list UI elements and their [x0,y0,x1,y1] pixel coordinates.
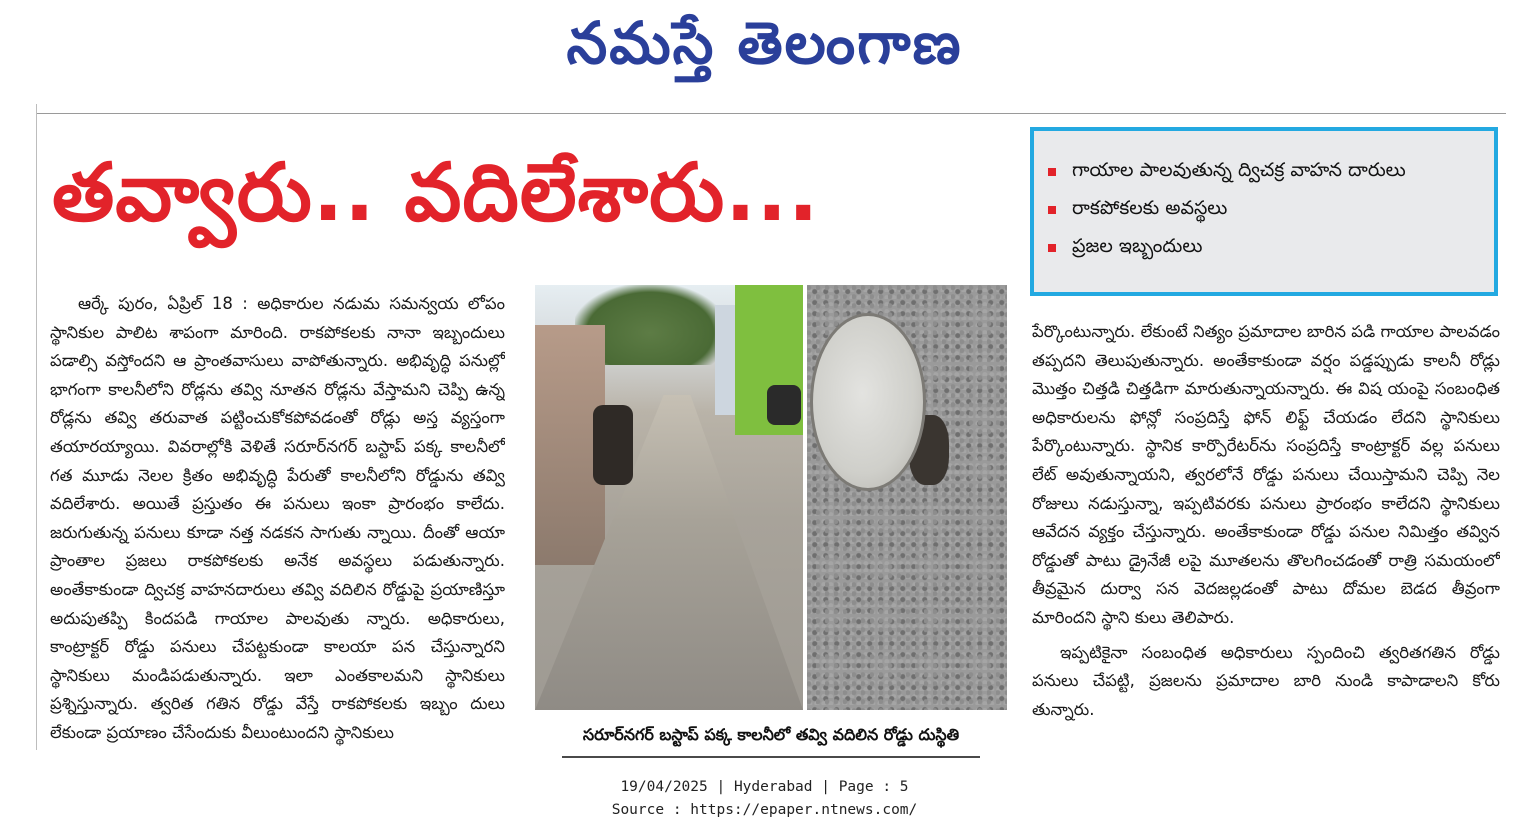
article-paragraph: పేర్కొంటున్నారు. లేకుంటే నిత్యం ప్రమాదాల బారిన పడి గాయాల పాలవడం తప్పదని తెలుపుతున్నారు. అంతేకాకుండా వర్షం పడ్డప్పుడు కాలనీ రోడ్లు మొత్తం చిత్తడి చిత్తడిగా మారుతున్నాయన్నారు. ఈ విష యంపై సంబంధిత అధికారులను ఫోన్లో సంప్రదిస్తే ఫోన్ లిఫ్ట్ చేయడం లేదని స్థానికులు పేర్కొంటున్నారు. స్థానిక కార్పొరేటర్‌ను సంప్రదిస్తే కాంట్రాక్టర్ వల్ల పనులు లేట్ అవుతున్నాయని, త్వరలోనే రోడ్డు పనులు చేయిస్తామని చెప్పి నెల రోజులు నడుస్తున్నా, ఇప్పటివరకు పనులు ప్రారంభం కాలేదని స్థానికులు ఆవేదన వ్యక్తం చేస్తున్నారు. అంతేకాకుండా రోడ్డు పనుల నిమిత్తం తవ్విన రోడ్డుతో పాటు డ్రైనేజీ లపై మూతలను తొలగించడంతో రాత్రి సమయంలో తీవ్రమైన దుర్వా సన వెదజల్లడంతో పాటు దోమల బెడద తీవ్రంగా మారిందని స్థాని కులు తెలిపారు. [1032,322,1500,627]
manhole-cover-icon [810,313,926,491]
article-paragraph: ఇప్పటికైనా సంబంధిత అధికారులు స్పందించి త్వరితగతిన రోడ్డు పనులు చేపట్టి, ప్రజలను ప్రమాదాల బారి నుండి కాపాడాలని కోరు తున్నారు. [1032,642,1500,719]
highlight-text: రాకపోకలకు అవస్థలు [1072,196,1228,219]
caption-underline [562,756,980,758]
manhole-photo [807,285,1007,710]
article-column-left [50,290,505,750]
road-photo [535,285,803,710]
photo-caption: సరూర్‌నగర్ బస్టాప్ పక్క కాలనీలో తవ్వి వదిలిన రోడ్డు దుస్థితి [582,725,960,744]
highlight-text: ప్రజల ఇబ్బందులు [1072,234,1203,257]
footer-source[interactable]: Source : https://epaper.ntnews.com/ [611,802,918,818]
bullet-icon [1048,206,1056,214]
highlight-item [1048,191,1482,229]
motorcycle-icon [767,385,801,425]
article-headline: తవ్వారు.. వదిలేశారు... [52,146,820,239]
top-divider [36,113,1506,114]
highlight-item [1048,229,1482,267]
bullet-icon [1048,244,1056,252]
article-column-right [1032,318,1500,738]
left-divider [36,104,37,750]
article-photo [535,285,1007,710]
highlights-box [1030,127,1498,296]
newspaper-masthead: నమస్తే తెలంగాణ [566,9,963,77]
footer-date-edition: 19/04/2025 | Hyderabad | Page : 5 [620,779,909,795]
article-paragraph: ఆర్కే పురం, ఏప్రిల్ 18 : అధికారుల నడుమ సమన్వయ లోపం స్థానికుల పాలిట శాపంగా మారింది. రాకపోకలకు నానా ఇబ్బందులు పడాల్సి వస్తోందని ఆ ప్రాంతవాసులు వాపోతున్నారు. అభివృద్ధి పనుల్లో భాగంగా కాలనీలోని రోడ్లను తవ్వి నూతన రోడ్లను వేస్తామని చెప్పి ఉన్న రోడ్లను తవ్వి తరువాత పట్టించుకోకపోవడంతో రోడ్లు అస్త వ్యస్తంగా తయారయ్యాయి. వివరాల్లోకి వెళితే సరూర్‌నగర్ బస్టాప్ పక్క కాలనీలో గత మూడు నెలల క్రితం అభివృద్ధి పేరుతో కాలనీలోని రోడ్డును తవ్వి వదిలేశారు. అయితే ప్రస్తుతం ఈ పనులు ఇంకా ప్రారంభం కాలేదు. జరుగుతున్న పనులు కూడా నత్త నడకన సాగుతు న్నాయి. దీంతో ఆయా ప్రాంతాల ప్రజలు రాకపోకలకు అనేక అవస్థలు పడుతున్నారు. అంతేకాకుండా ద్విచక్ర వాహనదారులు తవ్వి వదిలిన రోడ్డుపై ప్రయాణిస్తూ అదుపుతప్పి కిందపడి గాయాల పాలవుతు న్నారు. అధికారులు, కాంట్రాక్టర్ రోడ్డు పనులు చేపట్టకుండా కాలయా పన చేస్తున్నారని స్థానికులు మండిపడుతున్నారు. ఇలా ఎంతకాలమని స్థానికులు ప్రశ్నిస్తున్నారు. త్వరిత గతిన రోడ్డు వేస్తే రాకపోకలకు ఇబ్బం దులు లేకుండా ప్రయాణం చేసేందుకు వీలుంటుందని స్థానికులు [50,294,505,742]
motorcycle-icon [593,405,633,485]
highlight-item [1048,153,1482,191]
bullet-icon [1048,168,1056,176]
highlight-text: గాయాల పాలవుతున్న ద్విచక్ర వాహన దారులు [1072,158,1406,181]
